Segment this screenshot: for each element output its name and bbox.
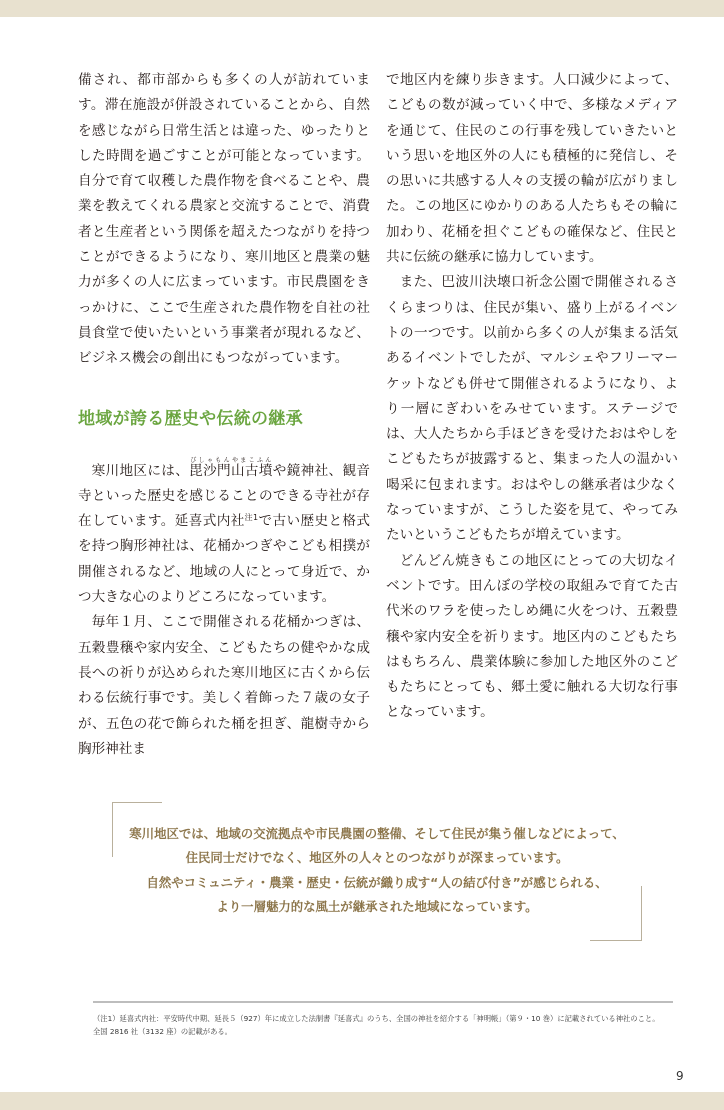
corner-bracket-line: [112, 802, 113, 857]
footnote-line: （注1）延喜式内社：平安時代中期、延長５（927）年に成立した法制書『延喜式』のうち、全国の神社を紹介する「神明帳」（第９・10 巻）に記載されている神社のこと。: [93, 1013, 660, 1023]
section-heading: 地域が誇る歴史や伝統の継承: [78, 408, 303, 429]
summary-box: [112, 802, 642, 941]
ruby-reading: びしゃもんやまこふん: [189, 456, 273, 464]
body-paragraph: [78, 457, 370, 611]
summary-line: より一層魅力的な風土が継承された地域になっています。: [216, 899, 538, 915]
summary-line: 自然やコミュニティ・農業・歴史・伝統が織り成す“人の結び付き”が感じられる、: [146, 874, 608, 890]
footnote-marker: 注1: [244, 513, 259, 523]
summary-line: 寒川地区では、地域の交流拠点や市民農園の整備、そして住民が集う催しなどによって、: [129, 826, 625, 842]
body-paragraph: 備され、都市部からも多くの人が訪れています。滞在施設が併設されていることから、自然を感じながら日常生活とは違った、ゆったりとした時間を過ごすことが可能となっています。自分で育て収穫した農作物を食べることや、農業を教えてくれる農家と交流することで、消費者と生産者という関係を超えたつながりを持つことができるようになり、寒川地区と農業の魅力が多くの人に広まっています。市民農園をきっかけに、ここで生産された農作物を自社の社員食堂で使いたいという事業者が現れるなど、ビジネス機会の創出にもつながっています。: [78, 72, 370, 367]
body-paragraph: 毎年１月、ここで開催される花桶かつぎは、五穀豊穣や家内安全、こどもたちの健やかな成長への祈りが込められた寒川地区に古くから伝わる伝統行事です。美しく着飾った７歳の女子が、五色の花で飾られた桶を担ぎ、龍樹寺から胸形神社ま: [78, 614, 370, 757]
top-decorative-band: [0, 0, 724, 17]
left-column: [78, 68, 370, 762]
footnote: [93, 1012, 673, 1038]
page-number: 9: [676, 1068, 684, 1083]
text-span: で古い歴史と格式を持つ胸形神社は、花桶かつぎやこども相撲が開催されるなど、地域の人にとって身近で、かつ大きな心のよりどころになっています。: [78, 513, 370, 606]
corner-bracket-line: [641, 886, 642, 941]
text-span: 寒川地区には、: [91, 462, 190, 479]
footnote-line: 全国 2816 社（3132 座）の記載がある。: [93, 1026, 232, 1036]
footnote-divider: [93, 1001, 673, 1003]
summary-text: [112, 822, 642, 919]
footnote-section: [93, 1001, 673, 1038]
right-column: [386, 68, 678, 726]
corner-bracket-line: [590, 940, 642, 941]
two-column-body: [78, 68, 678, 762]
summary-line: 住民同士だけでなく、地区外の人々とのつながりが深まっています。: [185, 850, 569, 866]
page-body: [0, 17, 724, 1084]
corner-bracket-line: [112, 802, 162, 803]
text-span: や鏡神社、観音寺といった歴史を感じることのできる寺社が存在しています。延喜式内社: [78, 462, 370, 530]
body-paragraph: どんどん焼きもこの地区にとっての大切なイベントです。田んぼの学校の取組みで育てた古代米のワラを使ったしめ縄に火をつけ、五穀豊穣や家内安全を祈ります。地区内のこどもたちはもちろん、農業体験に参加した地区外のこどもたちにとっても、郷土愛に触れる大切な行事となっています。: [386, 552, 678, 721]
ruby-annotated-term: [189, 456, 273, 479]
body-paragraph: また、巴波川決壊口祈念公園で開催されるさくらまつりは、住民が集い、盛り上がるイベントの一つです。以前から多くの人が集まる活気あるイベントでしたが、マルシェやフリーマーケットなども併せて開催されるようになり、より一層にぎわいをみせています。ステージでは、大人たちから手ほどきを受けたおはやしをこどもたちが披露すると、集まった人の温かい喝采に包まれます。おはやしの継承者は少なくなっていますが、こうした姿を見て、やってみたいというこどもたちが増えています。: [386, 274, 678, 544]
ruby-base: 毘沙門山古墳: [189, 462, 273, 479]
body-paragraph: で地区内を練り歩きます。人口減少によって、こどもの数が減っていく中で、多様なメディアを通じて、住民のこの行事を残していきたいという思いを地区外の人にも積極的に発信し、その思いに共感する人々の支援の輪が広がりました。この地区にゆかりのある人たちもその輪に加わり、花桶を担ぐこどもの確保など、住民と共に伝統の継承に協力しています。: [386, 72, 678, 266]
bottom-decorative-band: [0, 1092, 724, 1110]
